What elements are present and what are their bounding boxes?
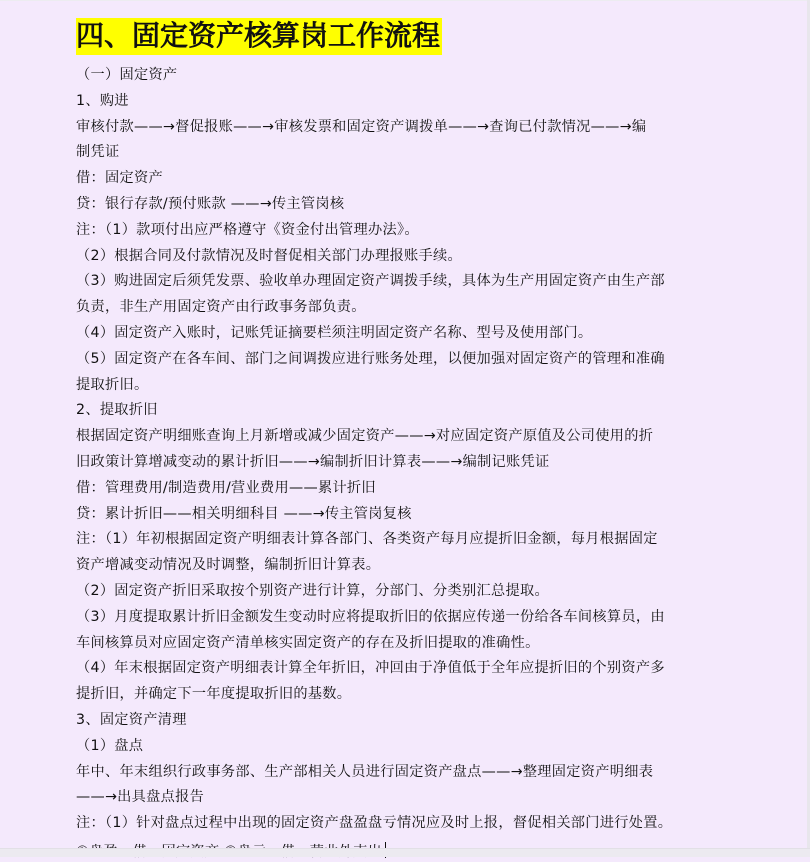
text-line: （4）年末根据固定资产明细表计算全年折旧，冲回由于净值低于全年应提折旧的个别资产多 xyxy=(76,660,665,677)
text-line: （2）根据合同及付款情况及时督促相关部门办理报账手续。 xyxy=(76,247,463,264)
text-line: （2）固定资产折旧采取按个别资产进行计算，分部门、分类别汇总提取。 xyxy=(76,582,549,599)
subsection-heading-disposal: 3、固定资产清理 xyxy=(76,711,187,728)
subsection-heading-depreciation: 2、提取折旧 xyxy=(76,402,158,419)
text-line: 贷：累计折旧——相关明细科目 ——→传主管岗复核 xyxy=(76,505,412,522)
subsection-heading-purchase: 1、购进 xyxy=(76,92,129,109)
text-line: 根据固定资产明细账查询上月新增或减少固定资产——→对应固定资产原值及公司使用的折 xyxy=(76,428,654,445)
text-line: 借：固定资产 xyxy=(76,170,163,187)
text-line: （3）购进固定后须凭发票、验收单办理固定资产调拨手续，具体为生产用固定资产由生产部 xyxy=(76,273,665,290)
window-top-border xyxy=(0,0,810,1)
page-title: 四、固定资产核算岗工作流程 xyxy=(76,18,442,55)
text-line: 年中、年末组织行政事务部、生产部相关人员进行固定资产盘点——→整理固定资产明细表 xyxy=(76,763,654,780)
text-line: （5）固定资产在各车间、部门之间调拨应进行账务处理，以便加强对固定资产的管理和准确 xyxy=(76,350,665,367)
bottom-edge xyxy=(0,848,810,857)
text-line: （1）盘点 xyxy=(76,737,144,754)
document-body xyxy=(76,18,736,837)
text-line: 注：（1）年初根据固定资产明细表计算各部门、各类资产每月应提折旧金额，每月根据固定 xyxy=(76,531,658,548)
text-line: 资产增减变动情况及时调整，编制折旧计算表。 xyxy=(76,557,381,574)
text-line: 提取折旧。 xyxy=(76,376,149,393)
text-line: 审核付款——→督促报账——→审核发票和固定资产调拨单——→查询已付款情况——→编 xyxy=(76,118,647,135)
text-line: （3）月度提取累计折旧金额发生变动时应将提取折旧的依据应传递一份给各车间核算员，由 xyxy=(76,608,665,625)
text-line: 提折旧，并确定下一年度提取折旧的基数。 xyxy=(76,686,352,703)
text-line: 注：（1）针对盘点过程中出现的固定资产盘盈盘亏情况应及时上报，督促相关部门进行处置。 xyxy=(76,815,673,832)
text-line: 车间核算员对应固定资产清单核实固定资产的存在及折旧提取的准确性。 xyxy=(76,634,540,651)
text-line: （4）固定资产入账时，记账凭证摘要栏须注明固定资产名称、型号及使用部门。 xyxy=(76,324,593,341)
text-line: ——→出具盘点报告 xyxy=(76,789,205,806)
text-line: 借：管理费用/制造费用/营业费用——累计折旧 xyxy=(76,479,376,496)
text-line: 制凭证 xyxy=(76,144,120,161)
text-line: 贷：银行存款/预付账款 ——→传主管岗核 xyxy=(76,195,345,212)
text-line: 负责，非生产用固定资产由行政事务部负责。 xyxy=(76,299,366,316)
section-heading: （一）固定资产 xyxy=(76,67,178,83)
text-line: 旧政策计算增减变动的累计折旧——→编制折旧计算表——→编制记账凭证 xyxy=(76,453,550,470)
text-line: 注：（1）款项付出应严格遵守《资金付出管理办法》。 xyxy=(76,221,419,238)
